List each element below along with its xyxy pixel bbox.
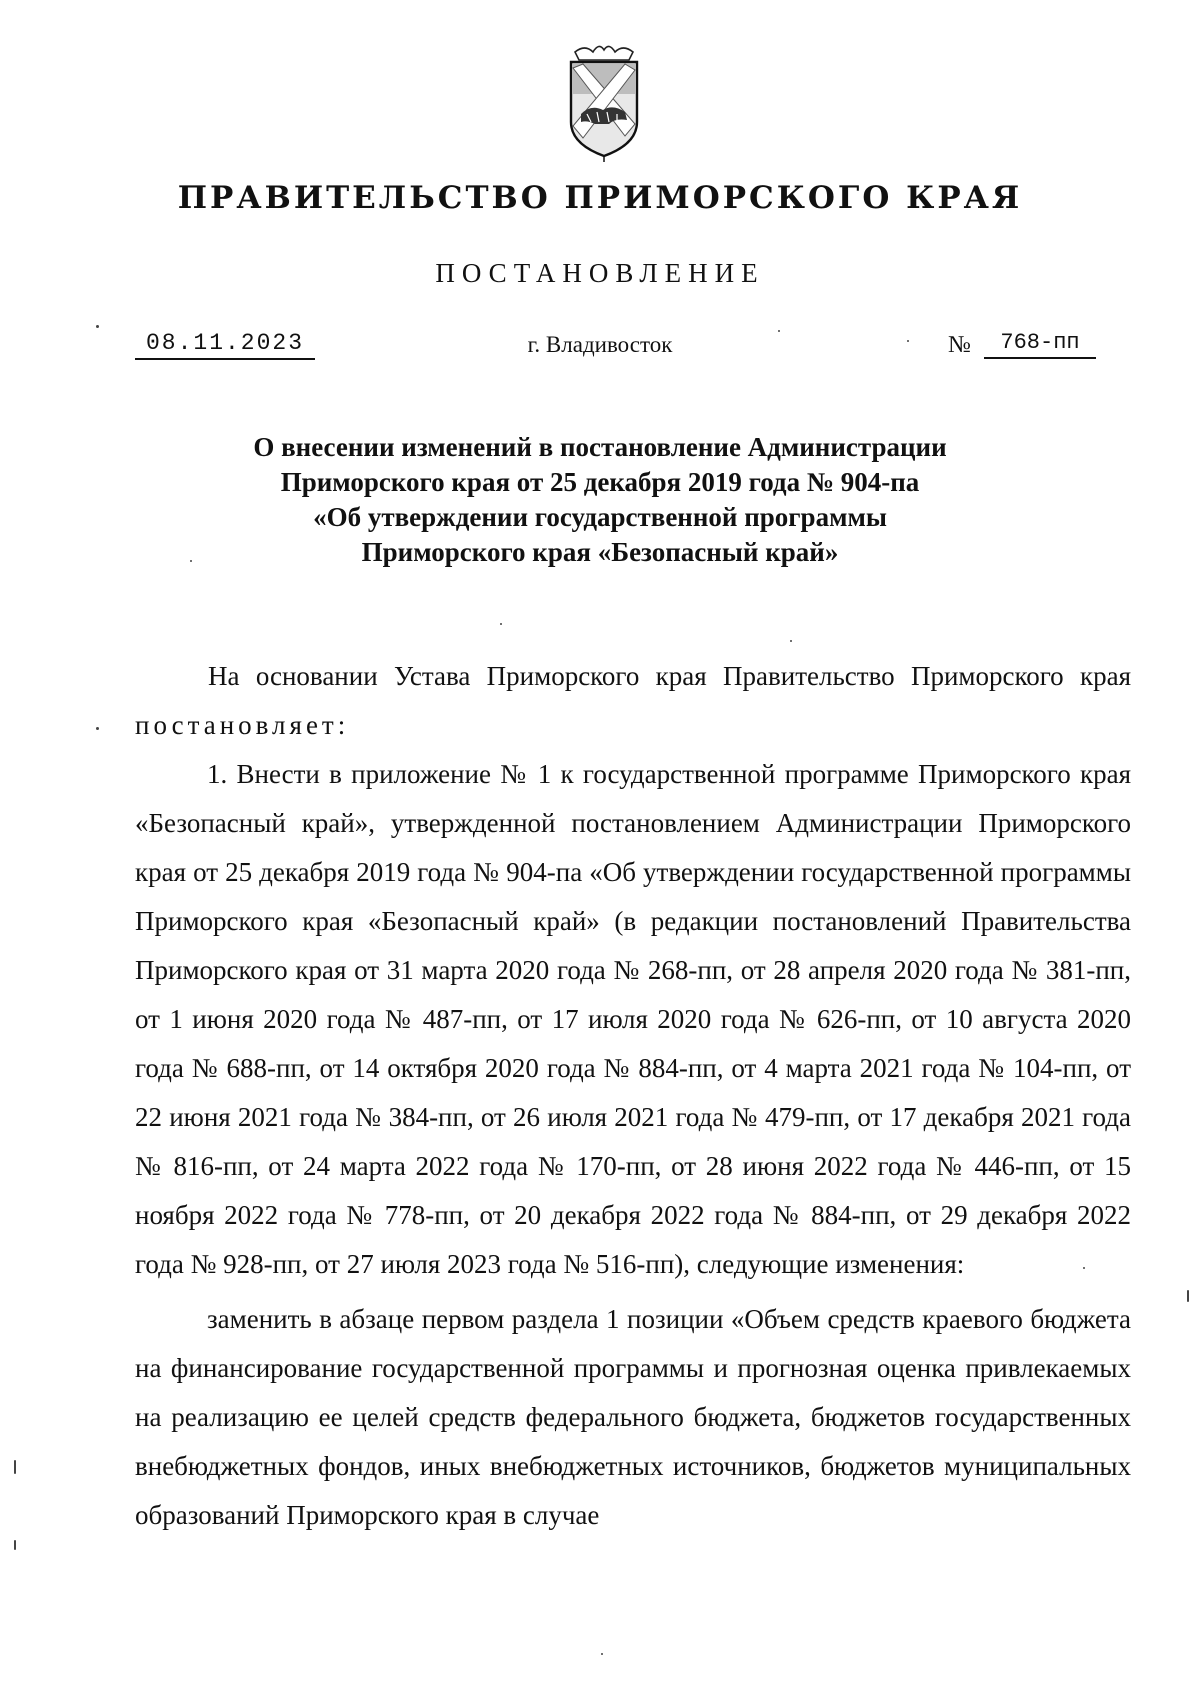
scan-speck — [14, 1540, 16, 1550]
document-heading — [150, 430, 1050, 570]
government-title: ПРАВИТЕЛЬСТВО ПРИМОРСКОГО КРАЯ — [177, 180, 1023, 216]
preamble-paragraph — [135, 652, 1131, 750]
coat-of-arms-emblem — [565, 44, 643, 164]
scan-speck — [96, 325, 99, 328]
scan-speck — [1187, 1290, 1189, 1302]
heading-line: «Об утверждении государственной программы — [313, 502, 887, 532]
document-meta-row — [0, 330, 1200, 366]
preamble-text: На основании Устава Приморского края Правительство Приморского края — [208, 661, 1131, 691]
scan-speck — [778, 330, 780, 332]
document-number-group — [948, 330, 1098, 364]
preamble-verb: постановляет: — [135, 710, 350, 740]
scan-speck — [1083, 1267, 1085, 1269]
scan-speck — [601, 1653, 603, 1655]
document-number: 768-пп — [984, 330, 1096, 359]
item-1-paragraph: 1. Внести в приложение № 1 к государственной программе Приморского края «Безопасный край», утвержденной постановлением Администрации Приморского края от 25 декабря 2019 года № 904-па «Об утверждении государственной программы Приморского края «Безопасный край» (в редакции постановлений Правительства Приморского края от 31 марта 2020 года № 268-пп, от 28 апреля 2020 года № 381-пп, от 1 июня 2020 года № 487-пп, от 17 июля 2020 года № 626-пп, от 10 августа 2020 года № 688-пп, от 14 октября 2020 года № 884-пп, от 4 марта 2021 года № 104-пп, от 22 июня 2021 года № 384-пп, от 26 июля 2021 года № 479-пп, от 17 декабря 2021 года № 816-пп, от 24 марта 2022 года № 170-пп, от 28 июня 2022 года № 446-пп, от 15 ноября 2022 года № 778-пп, от 20 декабря 2022 года № 884-пп, от 29 декабря 2022 года № 928-пп, от 27 июля 2023 года № 516-пп), следующие изменения: — [135, 759, 1131, 1279]
scan-speck — [96, 727, 99, 730]
document-city: г. Владивосток — [527, 332, 673, 357]
change-paragraph: заменить в абзаце первом раздела 1 позиции «Объем средств краевого бюджета на финансирование государственной программы и прогнозная оценка привлекаемых на реализацию ее целей средств федерального бюджета, бюджетов государственных внебюджетных фондов, иных внебюджетных источников, бюджетов муниципальных образований Приморского края в случае — [135, 1304, 1131, 1530]
document-type: ПОСТАНОВЛЕНИЕ — [435, 258, 765, 288]
scan-speck — [190, 560, 192, 562]
document-date: 08.11.2023 — [135, 330, 315, 360]
scan-speck — [790, 640, 792, 642]
number-sign: № — [948, 332, 971, 358]
heading-line: Приморского края «Безопасный край» — [361, 537, 839, 567]
scan-speck — [500, 623, 502, 625]
document-body — [135, 652, 1131, 1540]
scan-speck — [14, 1460, 16, 1474]
heading-line: Приморского края от 25 декабря 2019 года № 904-па — [280, 467, 920, 497]
scan-speck — [907, 340, 909, 342]
heading-line: О внесении изменений в постановление Администрации — [253, 432, 947, 462]
